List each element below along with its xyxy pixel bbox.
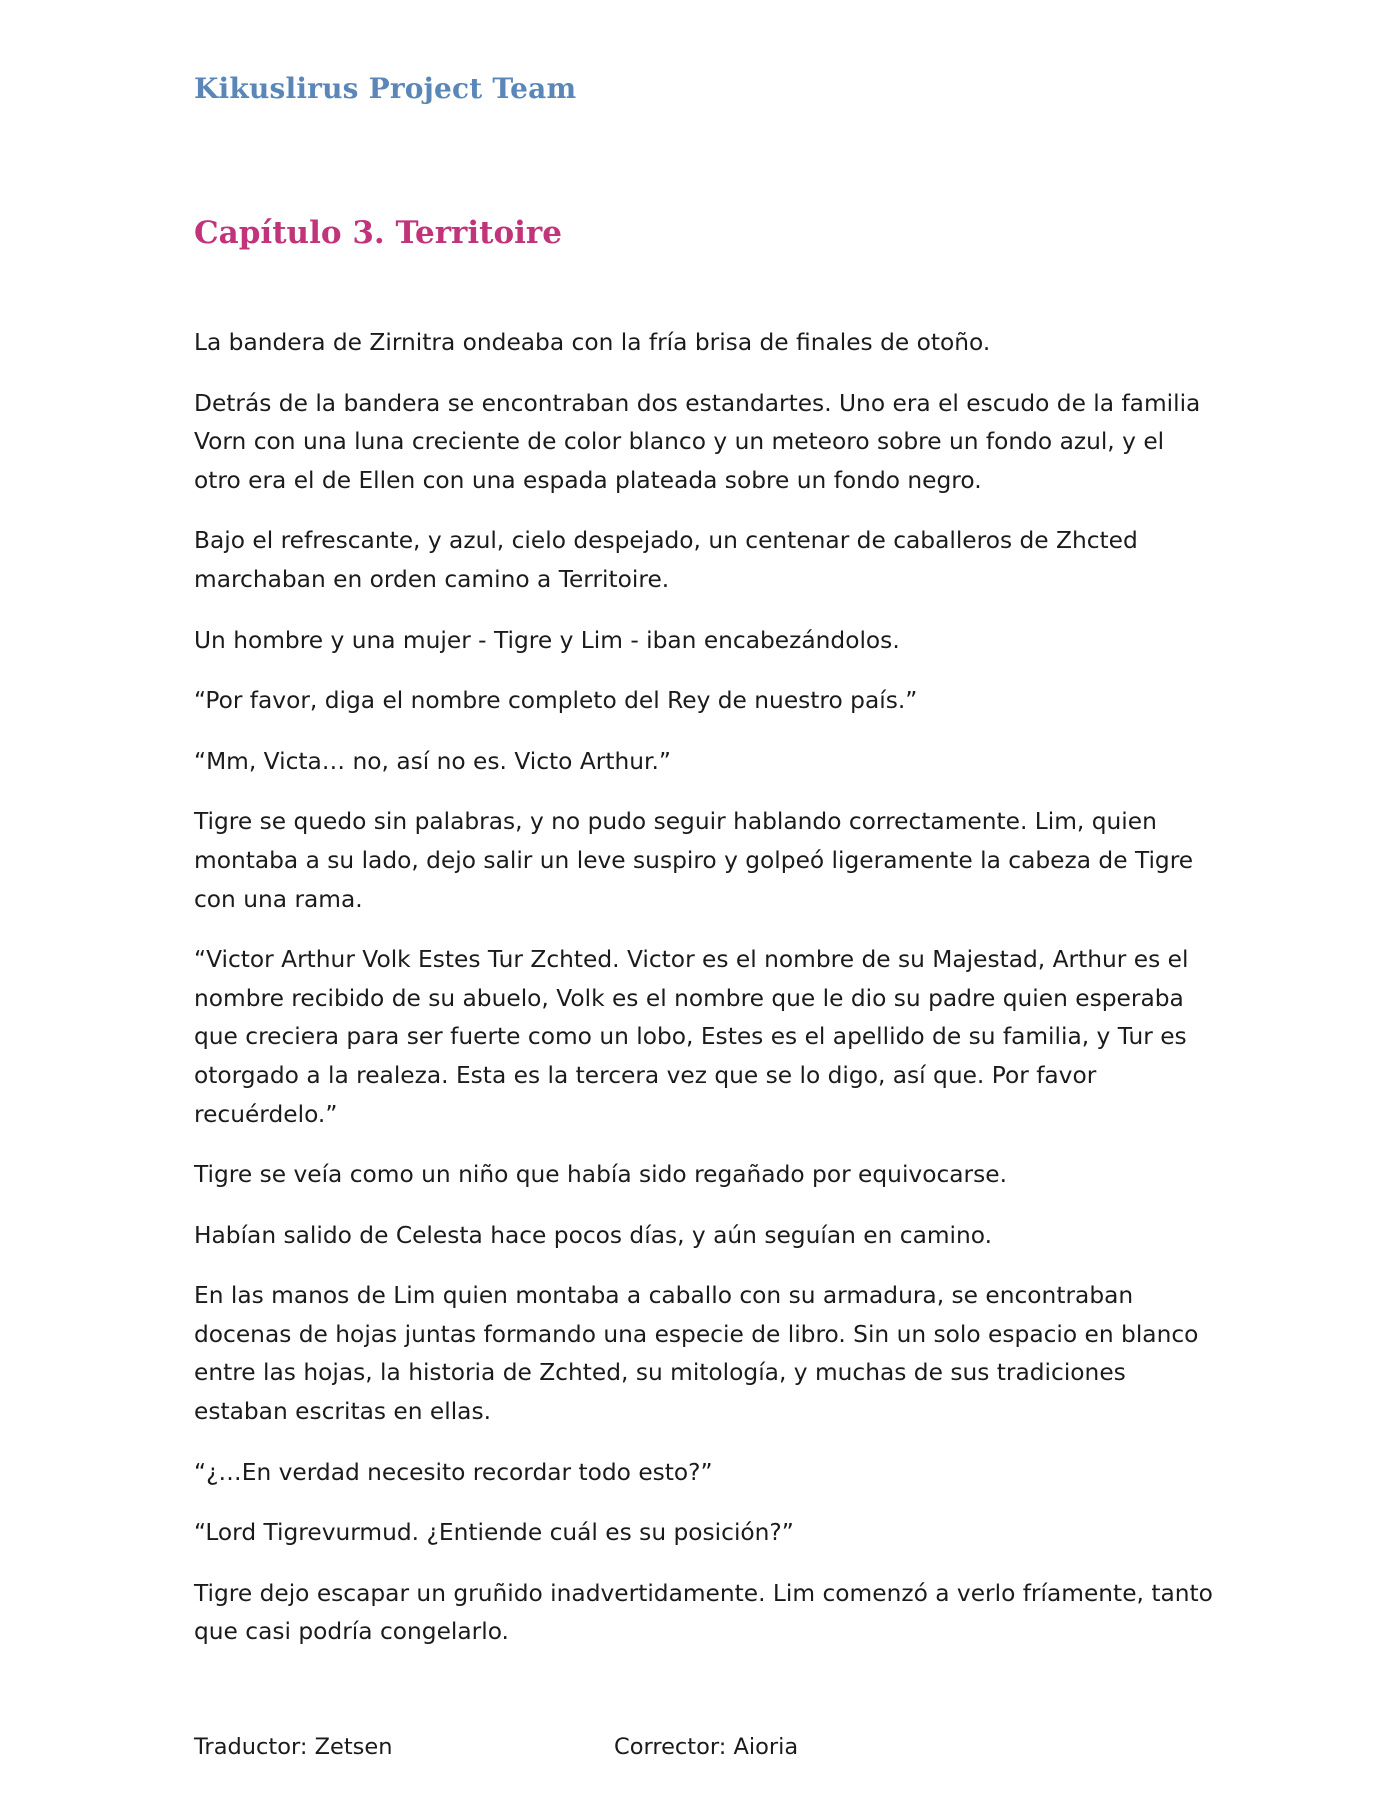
paragraph: Habían salido de Celesta hace pocos días, y aún seguían en camino. [194, 1221, 993, 1249]
page-footer [0, 1734, 1400, 1768]
paragraph: Tigre dejo escapar un gruñido inadvertidamente. Lim comenzó a verlo fríamente, tanto que casi podría congelarlo. [194, 1579, 1213, 1646]
dialogue-paragraph: “Por favor, diga el nombre completo del Rey de nuestro país.” [194, 687, 918, 715]
paragraph: Detrás de la bandera se encontraban dos estandartes. Uno era el escudo de la familia Vorn con una luna creciente de color blanco y un meteoro sobre un fondo azul, y el otro era el de Ellen con una espada plateada sobre un fondo negro. [194, 389, 1201, 494]
paragraph: En las manos de Lim quien montaba a caballo con su armadura, se encontraban docenas de hojas juntas formando una especie de libro. Sin un solo espacio en blanco entre las hojas, la historia de Zchted, su mitología, y muchas de sus tradiciones estaban escritas en ellas. [194, 1282, 1199, 1426]
team-header: Kikuslirus Project Team [194, 72, 577, 105]
chapter-body [194, 324, 1214, 1674]
paragraph: Un hombre y una mujer - Tigre y Lim - iban encabezándolos. [194, 626, 900, 654]
dialogue-paragraph: “Victor Arthur Volk Estes Tur Zchted. Victor es el nombre de su Majestad, Arthur es el nombre recibido de su abuelo, Volk es el nombre que le dio su padre quien esperaba que creciera para ser fuerte como un lobo, Estes es el apellido de su familia, y Tur es otorgado a la realeza. Esta es la tercera vez que se lo digo, así que. Por favor recuérdelo.” [194, 946, 1189, 1128]
corrector-credit: Corrector: Aioria [614, 1734, 799, 1760]
paragraph: Tigre se quedo sin palabras, y no pudo seguir hablando correctamente. Lim, quien montaba a su lado, dejo salir un leve suspiro y golpeó ligeramente la cabeza de Tigre con una rama. [194, 808, 1194, 913]
translator-credit: Traductor: Zetsen [194, 1734, 393, 1760]
dialogue-paragraph: “Mm, Victa… no, así no es. Victo Arthur.” [194, 747, 671, 775]
chapter-title: Capítulo 3. Territoire [194, 215, 562, 251]
dialogue-paragraph: “Lord Tigrevurmud. ¿Entiende cuál es su posición?” [194, 1519, 794, 1547]
paragraph: Tigre se veía como un niño que había sido regañado por equivocarse. [194, 1161, 1007, 1189]
paragraph: Bajo el refrescante, y azul, cielo despejado, un centenar de caballeros de Zhcted marchaban en orden camino a Territoire. [194, 527, 1138, 593]
dialogue-paragraph: “¿…En verdad necesito recordar todo esto?” [194, 1458, 713, 1486]
paragraph: La bandera de Zirnitra ondeaba con la fría brisa de finales de otoño. [194, 329, 991, 356]
